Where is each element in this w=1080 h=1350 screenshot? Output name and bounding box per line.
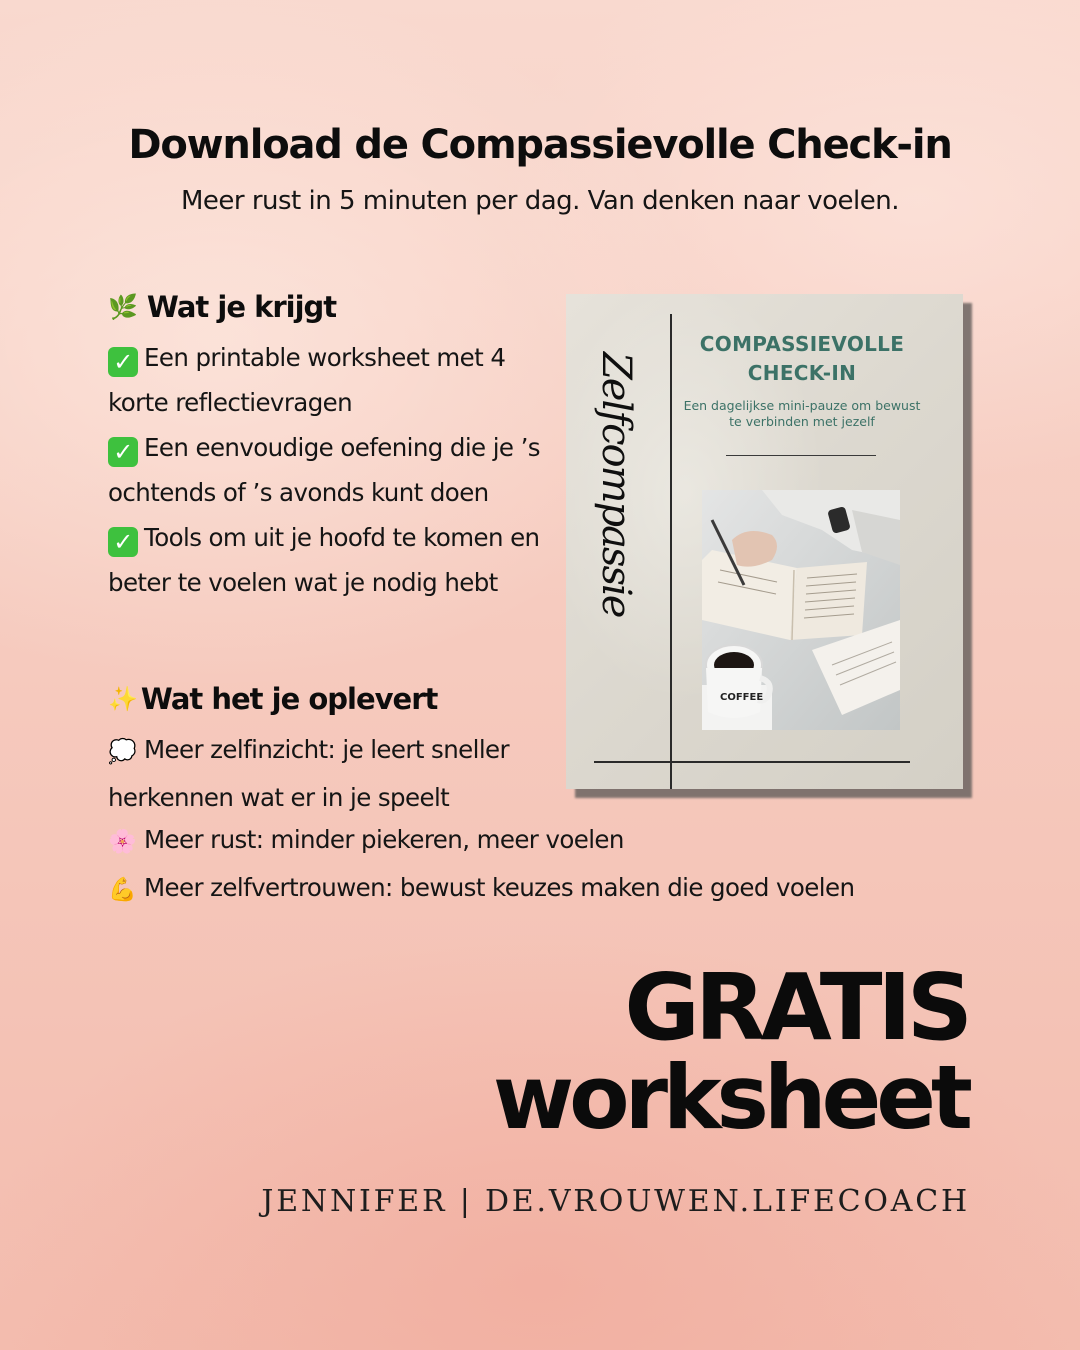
list-item-text: Meer zelfvertrouwen: bewust keuzes maken die goed voelen bbox=[144, 873, 855, 902]
outcomes-list-cont bbox=[108, 817, 854, 913]
list-item bbox=[108, 425, 548, 515]
flower-icon: 🌸 bbox=[108, 829, 137, 855]
journaling-photo bbox=[702, 490, 900, 730]
check-icon: ✓ bbox=[108, 347, 138, 377]
promo-gratis: GRATIS bbox=[624, 954, 968, 1061]
list-item bbox=[108, 335, 548, 425]
footer-credit: JENNIFER | DE.VROUWEN.LIFECOACH bbox=[261, 1184, 970, 1219]
list-item bbox=[108, 727, 548, 820]
cover-divider bbox=[726, 455, 876, 456]
cover-vertical-rule bbox=[670, 314, 672, 789]
section-heading-yield-label: Wat het je oplevert bbox=[140, 682, 438, 716]
thought-bubble-icon: 💭 bbox=[108, 739, 137, 765]
list-item bbox=[108, 865, 854, 913]
flexed-biceps-icon: 💪 bbox=[108, 877, 137, 903]
sparkles-icon: ✨ bbox=[108, 685, 137, 713]
section-heading-yield bbox=[108, 682, 437, 716]
page-subtitle: Meer rust in 5 minuten per dag. Van denken naar voelen. bbox=[180, 186, 900, 216]
cover-title bbox=[676, 330, 928, 388]
outcomes-list bbox=[108, 727, 548, 820]
cover-title-line1: COMPASSIEVOLLE bbox=[699, 332, 905, 356]
mug-text: COFFEE bbox=[720, 692, 764, 703]
list-item-text: Meer zelfinzicht: je leert sneller herkennen wat er in je speelt bbox=[108, 735, 509, 812]
cover-horizontal-rule bbox=[594, 761, 910, 763]
cover-photo bbox=[702, 490, 900, 730]
cover-subtitle: Een dagelijkse mini-pauze om bewust te verbinden met jezelf bbox=[683, 398, 921, 429]
list-item-text: Meer rust: minder piekeren, meer voelen bbox=[144, 825, 624, 854]
benefits-list bbox=[108, 335, 548, 605]
list-item bbox=[108, 817, 854, 865]
list-item bbox=[108, 515, 548, 605]
promo-worksheet: worksheet bbox=[492, 1046, 968, 1149]
cover-title-line2: CHECK-IN bbox=[747, 361, 857, 385]
worksheet-cover bbox=[566, 294, 963, 789]
section-heading-get-label: Wat je krijgt bbox=[146, 290, 337, 324]
list-item-text: Een printable worksheet met 4 korte reflectievragen bbox=[108, 343, 506, 417]
section-heading-get bbox=[108, 290, 336, 324]
check-icon: ✓ bbox=[108, 527, 138, 557]
page-title: Download de Compassievolle Check-in bbox=[128, 122, 952, 168]
list-item-text: Een eenvoudige oefening die je ’s ochtends of ’s avonds kunt doen bbox=[108, 433, 540, 507]
check-icon: ✓ bbox=[108, 437, 138, 467]
leaf-icon: 🌿 bbox=[108, 293, 137, 321]
cover-script-text: Zelfcompassie bbox=[593, 351, 639, 617]
list-item-text: Tools om uit je hoofd te komen en beter te voelen wat je nodig hebt bbox=[108, 523, 540, 597]
